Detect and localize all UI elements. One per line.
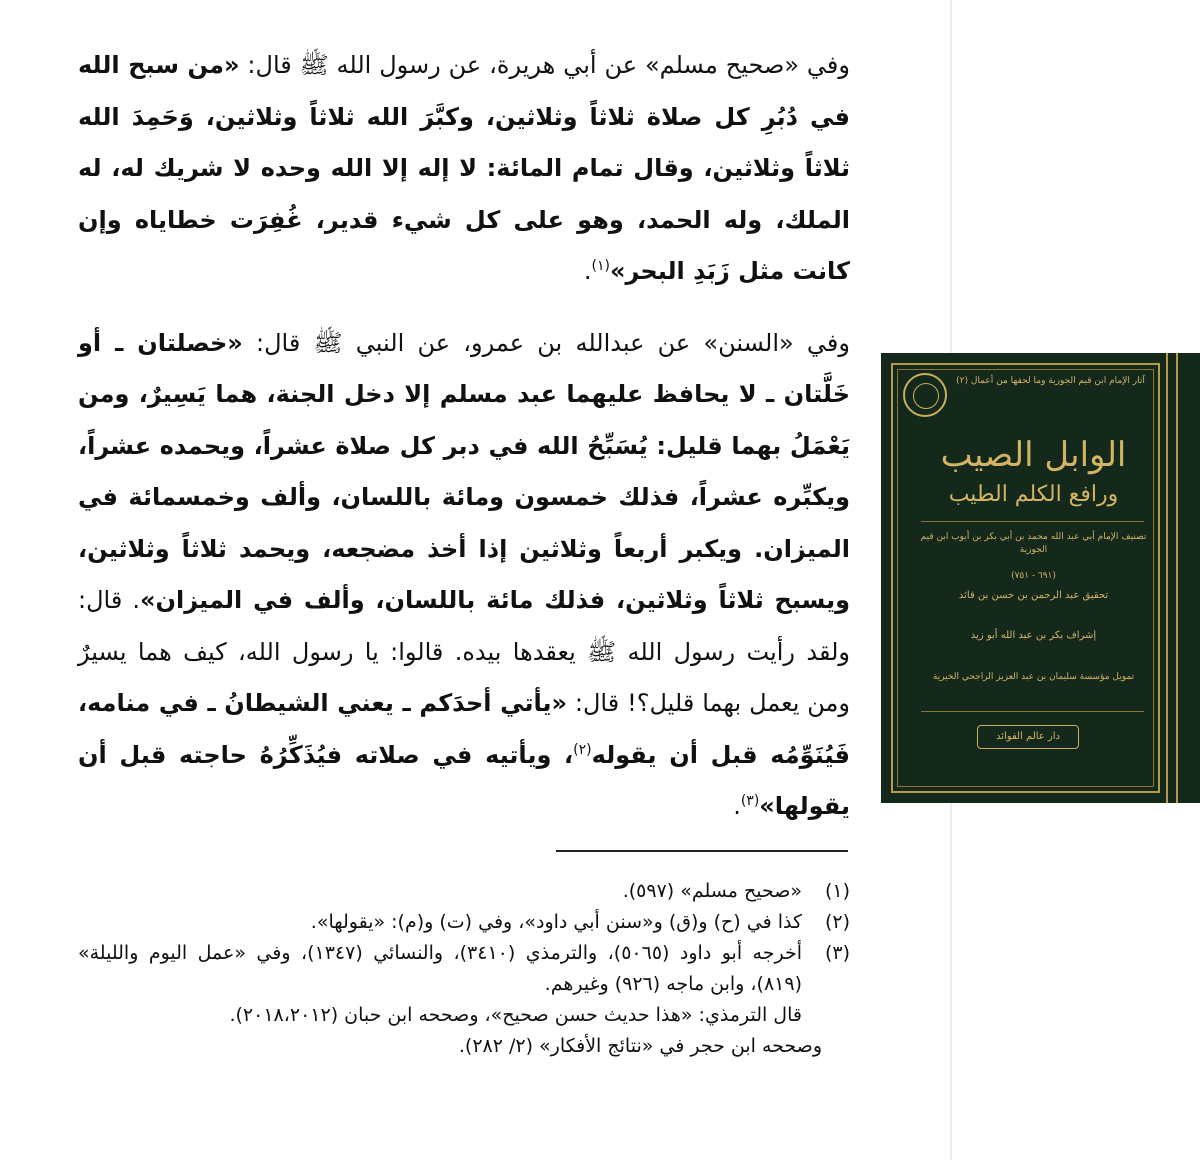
paragraph-1-intro: وفي «صحيح مسلم» عن أبي هريرة، عن رسول الله ﷺ قال: bbox=[239, 51, 850, 79]
footnote-1-text: «صحيح مسلم» (٥٩٧). bbox=[622, 880, 802, 902]
footnote-ref-3[interactable]: (٣) bbox=[740, 793, 760, 809]
footnotes bbox=[78, 876, 850, 1062]
footnote-3 bbox=[78, 938, 850, 1000]
cover-funding: تمويل مؤسسة سليمان بن عبد العزيز الراجحي الخيرية bbox=[932, 672, 1135, 682]
footnote-3-continuation: قال الترمذي: «هذا حديث حسن صحيح»، وصححه ابن حبان (٢٠١٨،٢٠١٢). bbox=[229, 1004, 802, 1026]
cover-spine bbox=[1166, 353, 1178, 803]
footnote-2-text: كذا في (ح) و(ق) و«سنن أبي داود»، وفي (ت) و(م): «يقولها». bbox=[310, 911, 802, 933]
cover-series: آثار الإمام ابن قيم الجوزية وما لحقها من أعمال (٢) bbox=[956, 376, 1145, 386]
footnote-1 bbox=[78, 876, 850, 907]
main-text bbox=[78, 40, 850, 833]
footnote-divider bbox=[556, 850, 848, 852]
paragraph-1-hadith: «من سبح الله في دُبُرِ كل صلاة ثلاثاً وثلاثين، وكبَّرَ الله ثلاثاً وثلاثين، وَحَمِدَ الله ثلاثاً وثلاثين، وقال تمام المائة: لا إله إلا الله وحده لا شريك له، له الملك، وله الحمد، وهو على كل شيء قدير، غُفِرَت خطاياه وإن كانت مثل زَبَدِ البحر» bbox=[78, 51, 850, 285]
cover-title: الوابل الصيب bbox=[940, 435, 1127, 475]
footnote-ref-1[interactable]: (١) bbox=[591, 258, 610, 274]
paragraph-2-end: . bbox=[733, 792, 741, 820]
paragraph-1 bbox=[78, 40, 850, 298]
cover-dates: (٦٩١ - ٧٥١) bbox=[1011, 571, 1056, 581]
footnote-3-number: (٣) bbox=[824, 942, 850, 964]
footnote-2-number: (٢) bbox=[824, 911, 850, 933]
cover-publisher-logo: دار عالم الفوائد bbox=[977, 725, 1079, 749]
footnote-1-number: (١) bbox=[824, 880, 850, 902]
footnote-2 bbox=[78, 907, 850, 938]
cover-supervisor: إشراف بكر بن عبد الله أبو زيد bbox=[970, 630, 1097, 641]
paragraph-2-narration: . قال: ولقد رأيت رسول الله ﷺ يعقدها بيده. قالوا: يا رسول الله، كيف هما يسيرٌ ومن يعمل بهما قليل؟! قال: bbox=[78, 586, 850, 717]
cover-editor: تحقيق عبد الرحمن بن حسن بن قائد bbox=[958, 590, 1109, 601]
emblem-icon bbox=[903, 373, 947, 417]
cover-divider-2 bbox=[921, 711, 1144, 712]
cover-author: تصنيف الإمام أبي عبد الله محمد بن أبي بكر بن أيوب ابن قيم الجوزية bbox=[920, 532, 1147, 555]
paragraph-2 bbox=[78, 318, 850, 833]
cover-subtitle: ورافع الكلم الطيب bbox=[948, 482, 1119, 507]
paragraph-2-hadith-3: ، ويأتيه في صلاته فيُذَكِّرُهُ حاجته قبل أن يقولها» bbox=[78, 740, 850, 820]
footnote-3-text: أخرجه أبو داود (٥٠٦٥)، والترمذي (٣٤١٠)، والنسائي (١٣٤٧)، وفي «عمل اليوم والليلة» (٨١٩)، وابن ماجه (٩٢٦) وغيرهم. bbox=[78, 942, 802, 995]
footnote-ref-2[interactable]: (٢) bbox=[573, 741, 592, 758]
cover-divider bbox=[921, 521, 1144, 522]
paragraph-2-intro: وفي «السنن» عن عبدالله بن عمرو، عن النبي ﷺ قال: bbox=[242, 328, 850, 357]
paragraph-1-end: . bbox=[583, 257, 592, 285]
book-cover bbox=[881, 353, 1200, 803]
paragraph-2-hadith-2: «يأتي أحدَكم ـ يعني الشيطانُ ـ في منامه، فَيُنَوِّمُه قبل أن يقوله bbox=[78, 689, 850, 769]
footnote-3-continuation-2: وصححه ابن حجر في «نتائج الأفكار» (٢/ ٢٨٢). bbox=[458, 1035, 822, 1057]
paragraph-2-hadith: «خصلتان ـ أو خَلَّتان ـ لا يحافظ عليهما عبد مسلم إلا دخل الجنة، هما يَسِيرٌ، ومن يَعْمَلُ بهما قليل: يُسَبِّحُ الله في دبر كل صلاة عشراً، ويحمده عشراً، ويكبِّره عشراً، فذلك خمسون ومائة باللسان، وألف وخمسمائة في الميزان. ويكبر أربعاً وثلاثين إذا أخذ مضجعه، ويحمد ثلاثاً وثلاثين، ويسبح ثلاثاً وثلاثين، فذلك مائة باللسان، وألف في الميزان» bbox=[78, 328, 850, 614]
